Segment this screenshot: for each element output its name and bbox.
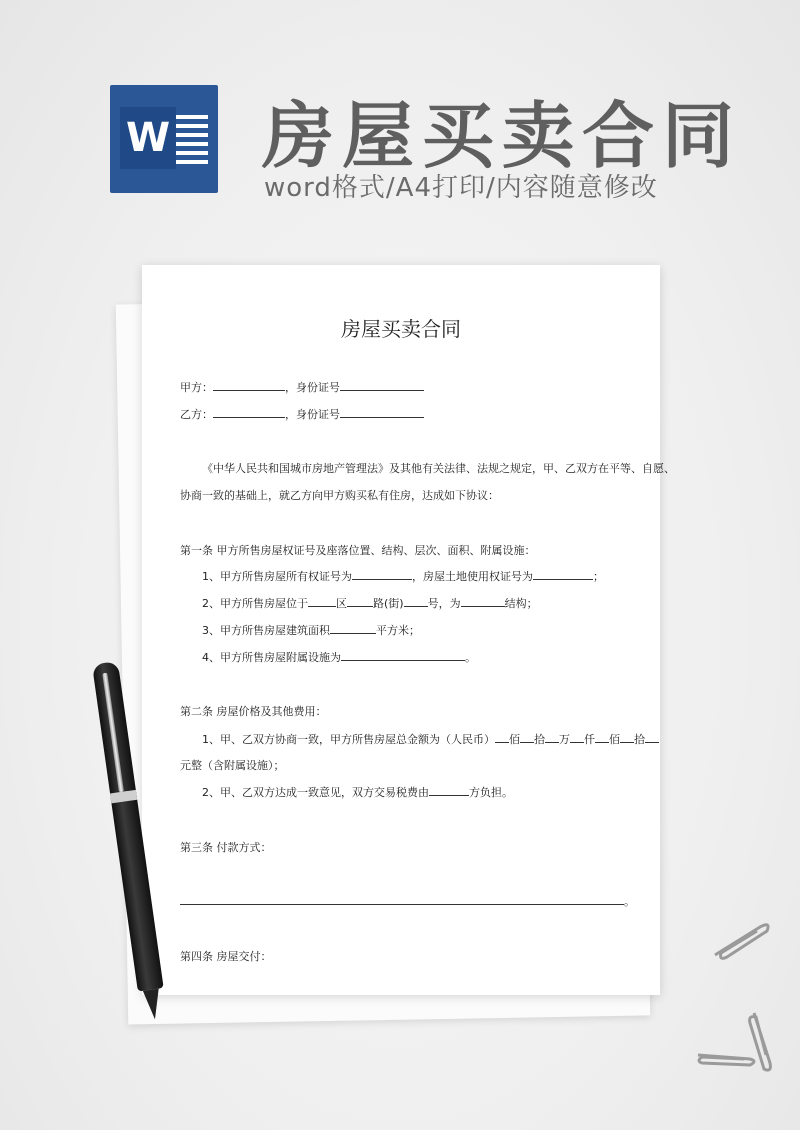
article-3-title: 第三条 付款方式： <box>180 841 272 854</box>
paperclip-icon <box>692 1035 762 1075</box>
article-2-item-1 <box>202 731 659 747</box>
word-letter-icon: W <box>120 107 176 169</box>
item-text: 万 <box>559 733 570 746</box>
word-app-icon <box>110 85 218 193</box>
article-1-title: 第一条 甲方所售房屋权证号及座落位置、结构、层次、面积、附属设施： <box>180 544 536 557</box>
intro-line-1: 《中华人民共和国城市房地产管理法》及其他有关法律、法规之规定，甲、乙双方在平等、自愿、 <box>202 462 675 475</box>
item-text: ； <box>593 570 604 583</box>
document-page <box>142 265 675 995</box>
banner-title: 房屋买卖合同 <box>262 94 743 178</box>
article-1-item-4 <box>202 649 476 665</box>
party-a-id-label: ，身份证号 <box>285 381 340 394</box>
item-text: 区 <box>336 597 347 610</box>
intro-line-2: 协商一致的基础上，就乙方向甲方购买私有住房，达成如下协议： <box>180 489 499 502</box>
article-2-item-2 <box>202 784 513 800</box>
item-text: ，房屋土地使用权证号为 <box>412 570 533 583</box>
item-text: 拾 <box>634 733 645 746</box>
item-text: 结构； <box>504 597 538 610</box>
item-text: 拾 <box>534 733 545 746</box>
item-text: 号，为 <box>427 597 461 610</box>
item-text: 方负担。 <box>469 786 513 799</box>
party-a-line <box>180 379 424 395</box>
banner-subtitle: word格式/A4打印/内容随意修改 <box>264 173 658 203</box>
item-text: 。 <box>624 895 635 908</box>
item-text: 2、甲方所售房屋位于 <box>202 597 308 610</box>
article-2-item-1-cont: 元整（含附属设施）； <box>180 759 285 772</box>
item-text: 佰 <box>509 733 520 746</box>
item-text: 。 <box>465 651 476 664</box>
party-b-label: 乙方： <box>180 408 213 421</box>
item-text: 佰 <box>609 733 620 746</box>
article-1-item-2 <box>202 595 538 611</box>
article-2-title: 第二条 房屋价格及其他费用： <box>180 705 327 718</box>
article-4-title: 第四条 房屋交付： <box>180 950 272 963</box>
item-text: 4、甲方所售房屋附属设施为 <box>202 651 341 664</box>
item-text: 路(街) <box>373 597 404 610</box>
article-1-item-3 <box>202 622 420 638</box>
item-text: 2、甲、乙双方达成一致意见，双方交易税费由 <box>202 786 429 799</box>
party-b-line <box>180 406 424 422</box>
party-a-label: 甲方： <box>180 381 213 394</box>
document-lines-icon <box>176 115 208 169</box>
article-3-blank-line <box>180 893 635 909</box>
party-b-id-label: ，身份证号 <box>285 408 340 421</box>
paperclip-icon <box>705 915 775 965</box>
item-text: 3、甲方所售房屋建筑面积 <box>202 624 330 637</box>
document-title: 房屋买卖合同 <box>341 317 461 341</box>
item-text: 仟 <box>584 733 595 746</box>
item-text: 平方米； <box>376 624 420 637</box>
item-text: 1、甲方所售房屋所有权证号为 <box>202 570 352 583</box>
item-text: 1、甲、乙双方协商一致，甲方所售房屋总金额为（人民币） <box>202 733 495 746</box>
article-1-item-1 <box>202 568 604 584</box>
